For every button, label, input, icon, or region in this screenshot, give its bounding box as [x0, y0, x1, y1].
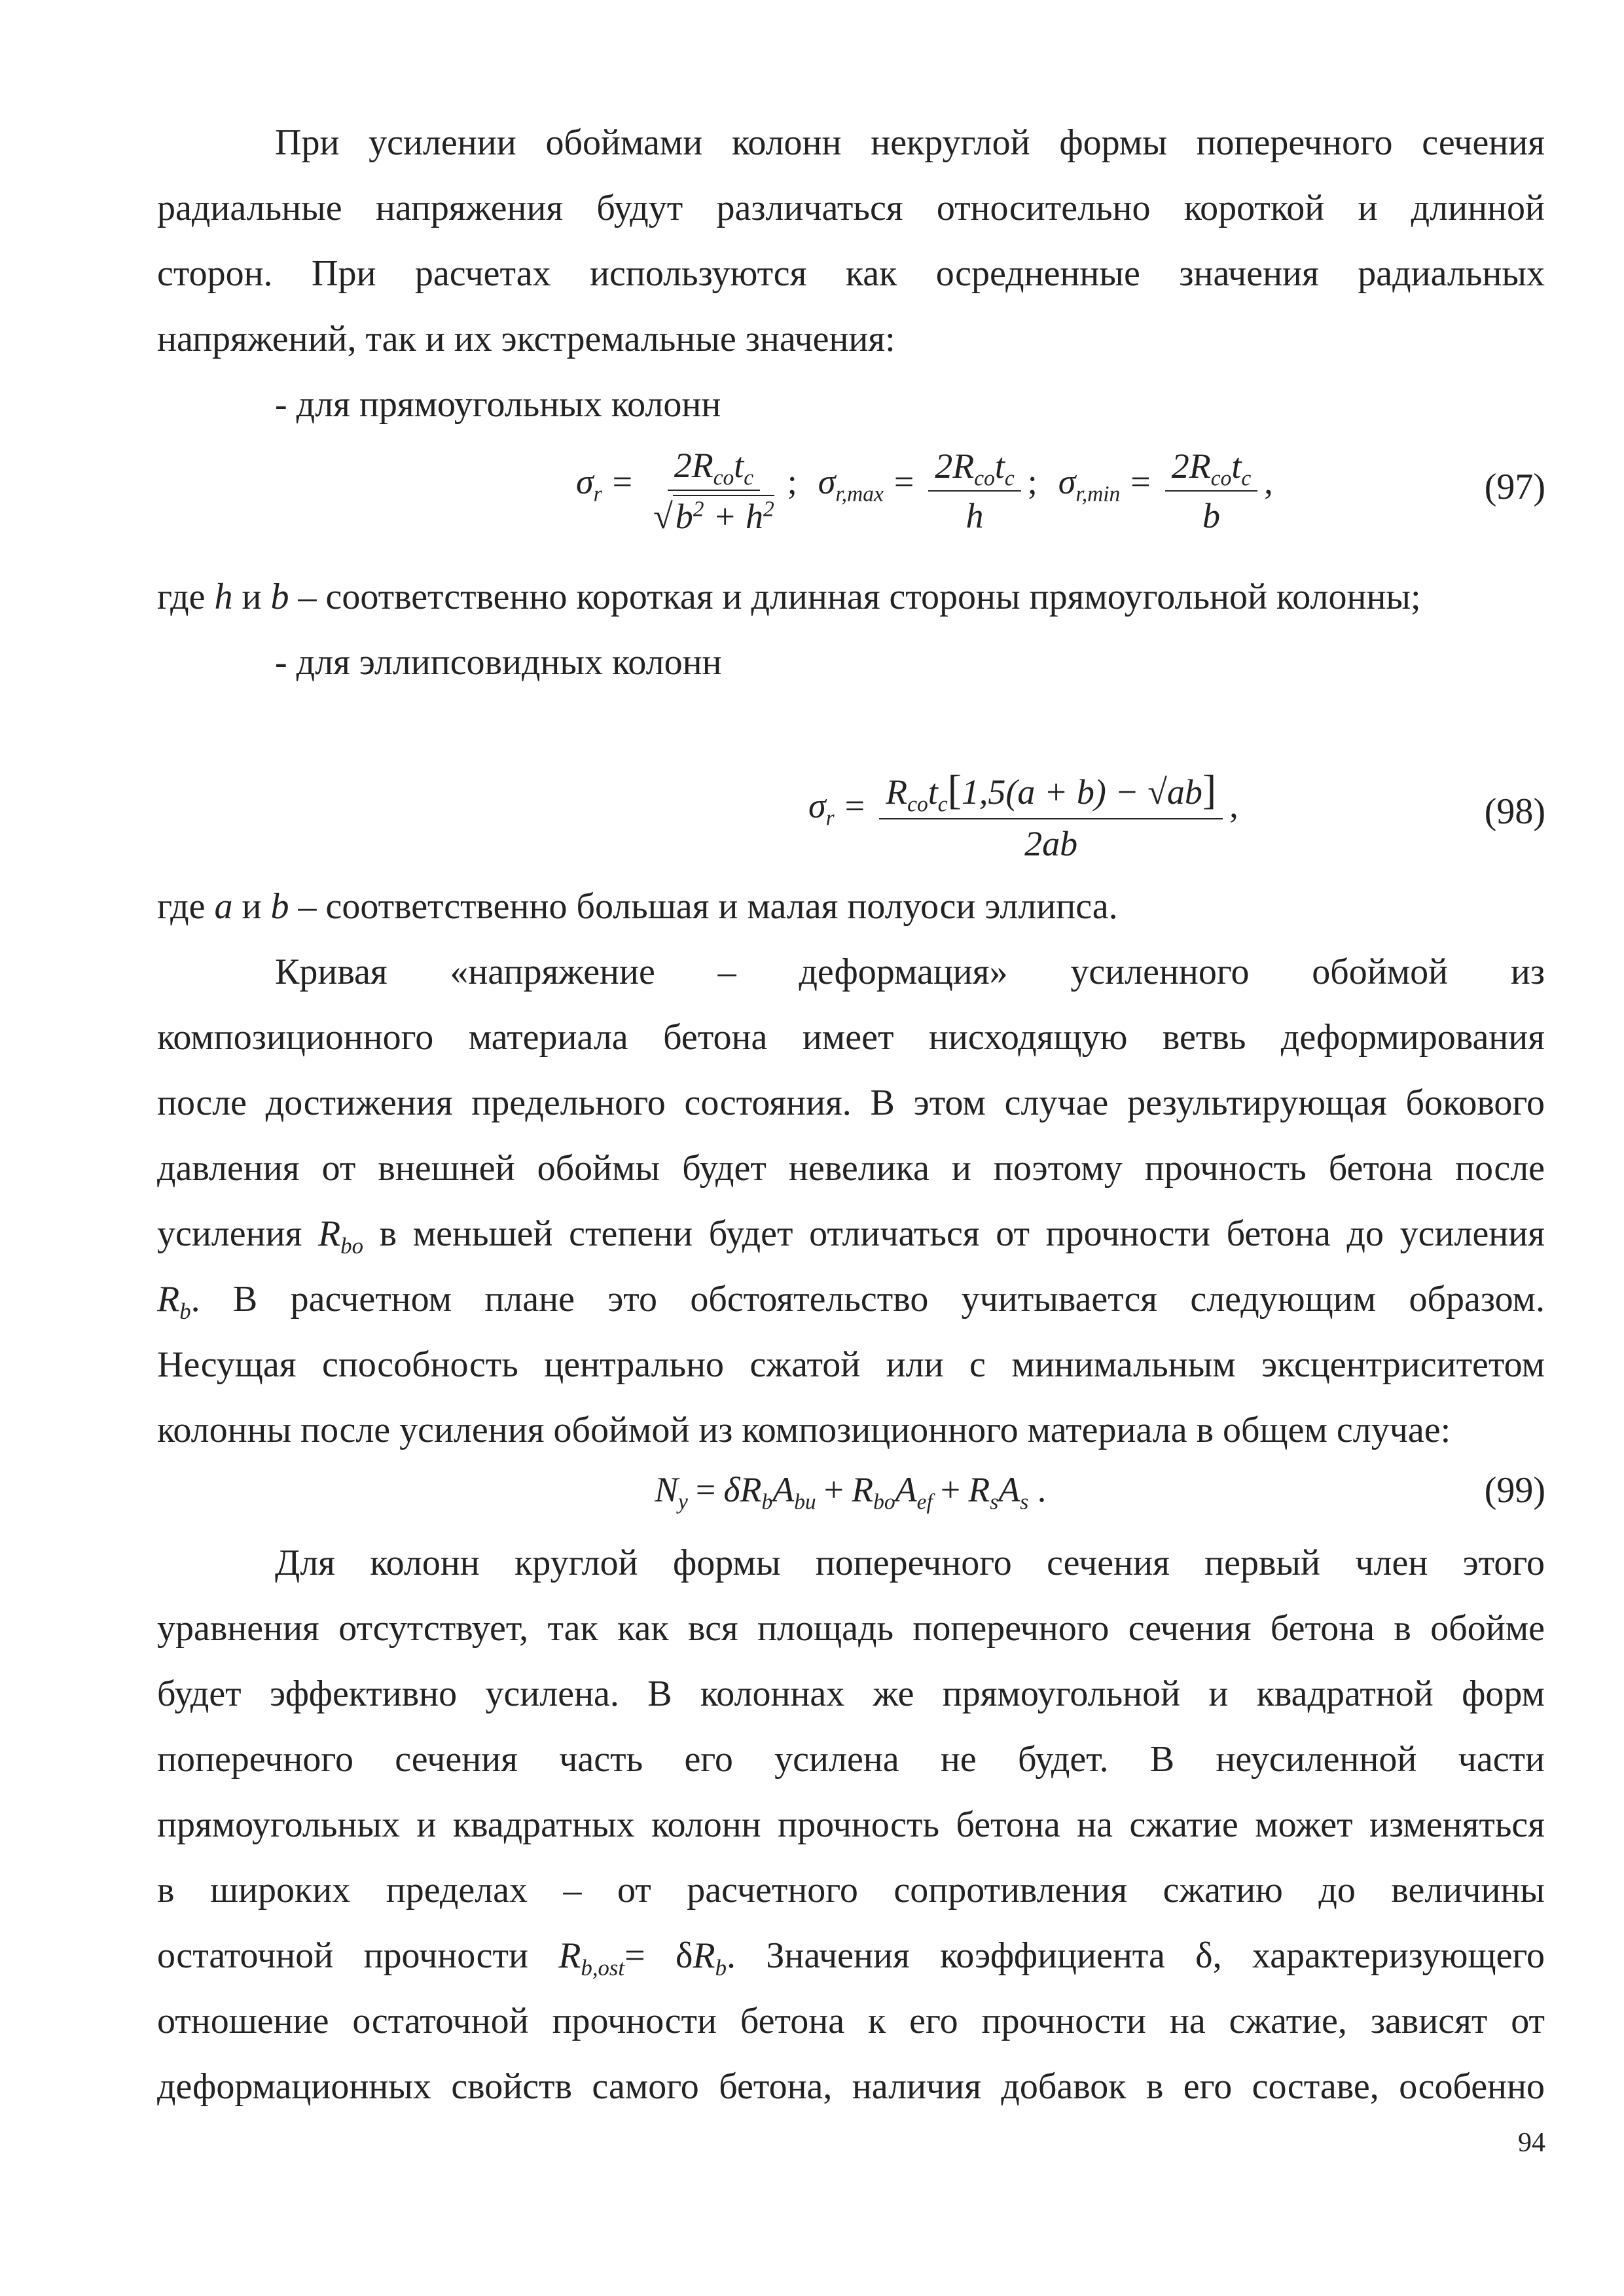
- paragraph-line: композиционного материала бетона имеет нисходящую ветвь деформирования: [157, 1017, 1545, 1058]
- fraction: $\frac{2R_{co}t_c}{b}$: [1165, 446, 1257, 536]
- fraction: $\frac{2R_{co}t_c}{h}$: [928, 446, 1020, 536]
- paragraph-line: напряжений, так и их экстремальные значения:: [157, 319, 895, 359]
- paragraph-line: отношение остаточной прочности бетона к его прочности на сжатие, зависят от: [157, 2001, 1545, 2041]
- equation-number-97: (97): [1484, 467, 1545, 507]
- paragraph-line: усиления $R_{bo}$ в меньшей степени будет отличаться от прочности бетона до усиления: [157, 1213, 1545, 1259]
- page-number: 94: [1518, 2128, 1545, 2158]
- paragraph-line: остаточной прочности $R_{b,ost}= \delta R_b$. Значения коэффициента δ, характеризующего: [157, 1935, 1545, 1981]
- paragraph-line: Для колонн круглой формы поперечного сечения первый член этого: [275, 1543, 1545, 1583]
- paragraph-line: Несущая способность центрально сжатой или с минимальным эксцентриситетом: [157, 1344, 1545, 1385]
- paragraph-line: сторон. При расчетах используются как осредненные значения радиальных: [157, 253, 1545, 294]
- list-item-rectangular: - для прямоугольных колонн: [275, 384, 721, 425]
- list-item-elliptical: - для эллипсовидных колонн: [275, 642, 722, 683]
- paragraph-line: деформационных свойств самого бетона, наличия добавок в его составе, особенно: [157, 2066, 1545, 2107]
- paragraph-2: [157, 939, 1545, 1463]
- fraction: $\frac{2R_{co}t_c}{√b^2 + h^2}$: [653, 446, 774, 537]
- formula-98: $\sigma_r$ = $\frac{R_{co}t_c[1,5(a + b) - √ab]}{2ab}$ ,: [808, 766, 1238, 863]
- formula-97: $\sigma_r$ = $\frac{2R_{co}t_c}{√b^2 + h^2}$ ; $\sigma_{r,max}$ = $\frac{2R_{co}t_c}{h}$ ; $\sigma_{r,min}$ = $\frac{2R_{co}t_c}{b}$ ,: [576, 446, 1273, 537]
- paragraph-line: после достижения предельного состояния. В этом случае результирующая бокового: [157, 1083, 1545, 1123]
- paragraph-3: [157, 1530, 1545, 2119]
- paragraph-1: [157, 110, 1545, 372]
- paragraph-line: прямоугольных и квадратных колонн прочность бетона на сжатие может изменяться: [157, 1804, 1545, 1845]
- paragraph-line: давления от внешней обоймы будет невелика и поэтому прочность бетона после: [157, 1148, 1545, 1189]
- paragraph-line: уравнения отсутствует, так как вся площадь поперечного сечения бетона в обойме: [157, 1608, 1545, 1649]
- formula-99: $N_y = \delta R_bA_{bu} + R_{bo}A_{ef} + R_sA_s$ .: [655, 1470, 1047, 1515]
- paragraph-line: поперечного сечения часть его усилена не будет. В неусиленной части: [157, 1739, 1545, 1780]
- paragraph-line: Кривая «напряжение – деформация» усиленного обоймой из: [275, 952, 1545, 992]
- paragraph-line: При усилении обоймами колонн некруглой формы поперечного сечения: [275, 122, 1545, 163]
- paragraph-line: будет эффективно усилена. В колоннах же прямоугольной и квадратной форм: [157, 1674, 1545, 1714]
- paragraph-line: $R_b$. В расчетном плане это обстоятельство учитывается следующим образом.: [157, 1279, 1545, 1325]
- equation-number-99: (99): [1484, 1470, 1545, 1511]
- where-line-1: где h и b – соответственно короткая и длинная стороны прямоугольной колонны;: [157, 577, 1421, 617]
- paragraph-line: колонны после усиления обоймой из композиционного материала в общем случае:: [157, 1410, 1451, 1450]
- fraction: $\frac{R_{co}t_c[1,5(a + b) - √ab]}{2ab}$: [879, 766, 1223, 864]
- paragraph-line: в широких пределах – от расчетного сопротивления сжатию до величины: [157, 1870, 1545, 1910]
- paragraph-line: радиальные напряжения будут различаться относительно короткой и длинной: [157, 188, 1545, 228]
- equation-number-98: (98): [1484, 791, 1545, 832]
- where-line-2: где a и b – соответственно большая и малая полуоси эллипса.: [157, 886, 1118, 927]
